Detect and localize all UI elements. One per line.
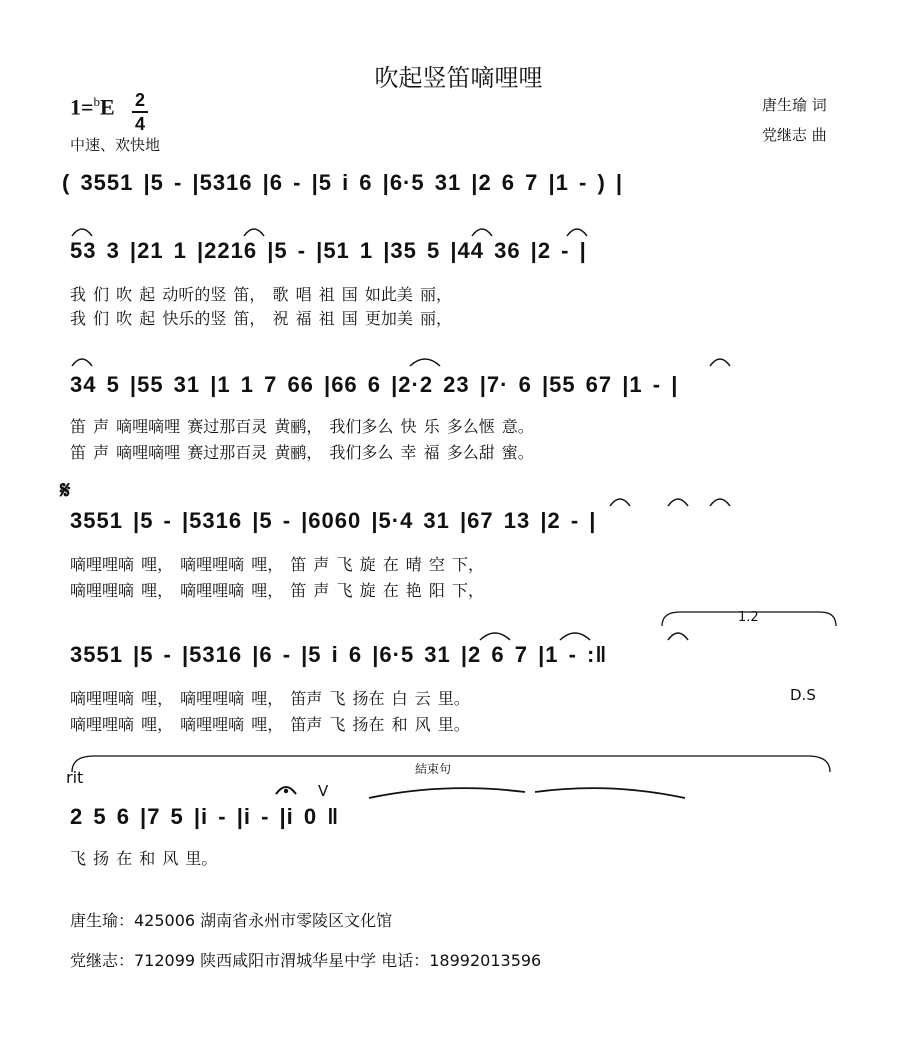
notation-row-3: 34 5 |55 31 |1 1 7 66 |66 6 |2·2 23 |7· 6 |55 67 |1 - | <box>70 372 679 397</box>
lyrics-row-3-verse-1: 笛 声 嘀哩嘀哩 赛过那百灵 黄鹂， 我们多么 快 乐 多么惬 意。 <box>70 417 534 436</box>
song-title: 吹起竖笛嘀哩哩 <box>374 64 543 92</box>
composer-address: 党继志：712099 陕西咸阳市渭城华星中学 电话：18992013596 <box>70 951 542 970</box>
lyrics-row-2-verse-2: 我 们 吹 起 快乐的竖 笛， 祝 福 祖 国 更加美 丽， <box>70 309 452 328</box>
notation-row-6: 2 5 6 |7 5 |i - |i - |i 0 ‖ <box>70 804 340 829</box>
slur-marks-row-3 <box>70 350 850 370</box>
lyrics-row-3-verse-2: 笛 声 嘀哩嘀哩 赛过那百灵 黄鹂， 我们多么 幸 福 多么甜 蜜。 <box>70 443 534 462</box>
breath-mark: V <box>318 782 329 800</box>
lyricist-address: 唐生瑜：425006 湖南省永州市零陵区文化馆 <box>70 911 393 930</box>
notation-row-4: 3551 |5 - |5316 |5 - |6060 |5·4 31 |67 13 |2 - | <box>70 508 597 533</box>
coda-label: 結束句 <box>415 762 452 776</box>
slur-marks-row-5 <box>70 624 850 644</box>
rit-phrase-bracket <box>70 750 840 774</box>
ritardando-marking: rit <box>66 768 84 787</box>
tempo-marking: 中速、欢快地 <box>70 136 161 154</box>
key-signature: 1=$^b$E <box>70 94 115 120</box>
lyrics-row-6: 飞 扬 在 和 风 里。 <box>70 849 218 868</box>
time-top: 2 <box>134 90 145 110</box>
volta-label: 1.2 <box>738 610 759 625</box>
tie-marks-ending <box>365 780 695 802</box>
time-bottom: 4 <box>134 114 145 134</box>
notation-row-2: 53 3 |21 1 |2216 |5 - |51 1 |35 5 |44 36 |2 - | <box>70 238 587 263</box>
lyrics-row-5-verse-2: 嘀哩哩嘀 哩， 嘀哩哩嘀 哩， 笛声 飞 扬在 和 风 里。 <box>70 715 470 734</box>
time-signature <box>130 90 150 134</box>
lyrics-row-4-verse-2: 嘀哩哩嘀 哩， 嘀哩哩嘀 哩， 笛 声 飞 旋 在 艳 阳 下， <box>70 581 484 600</box>
lyrics-row-5-verse-1: 嘀哩哩嘀 哩， 嘀哩哩嘀 哩， 笛声 飞 扬在 白 云 里。 <box>70 689 470 708</box>
slur-marks-row-2 <box>70 220 850 240</box>
notation-row-5: 3551 |5 - |5316 |6 - |5 i 6 |6·5 31 |2 6 7 |1 - :‖ <box>70 642 608 667</box>
segno-sign: 𝄋 <box>60 476 71 504</box>
fermata-icon <box>274 780 298 796</box>
composer-credit: 党继志 曲 <box>762 126 827 144</box>
dal-segno-marking: D.S <box>790 686 816 704</box>
slur-marks-row-4 <box>70 490 850 510</box>
notation-row-1: ( 3551 |5 - |5316 |6 - |5 i 6 |6·5 31 |2 6 7 |1 - ) | <box>62 170 624 195</box>
lyricist-credit: 唐生瑜 词 <box>762 96 827 114</box>
lyrics-row-4-verse-1: 嘀哩哩嘀 哩， 嘀哩哩嘀 哩， 笛 声 飞 旋 在 晴 空 下， <box>70 555 484 574</box>
lyrics-row-2-verse-1: 我 们 吹 起 动听的竖 笛， 歌 唱 祖 国 如此美 丽， <box>70 285 452 304</box>
